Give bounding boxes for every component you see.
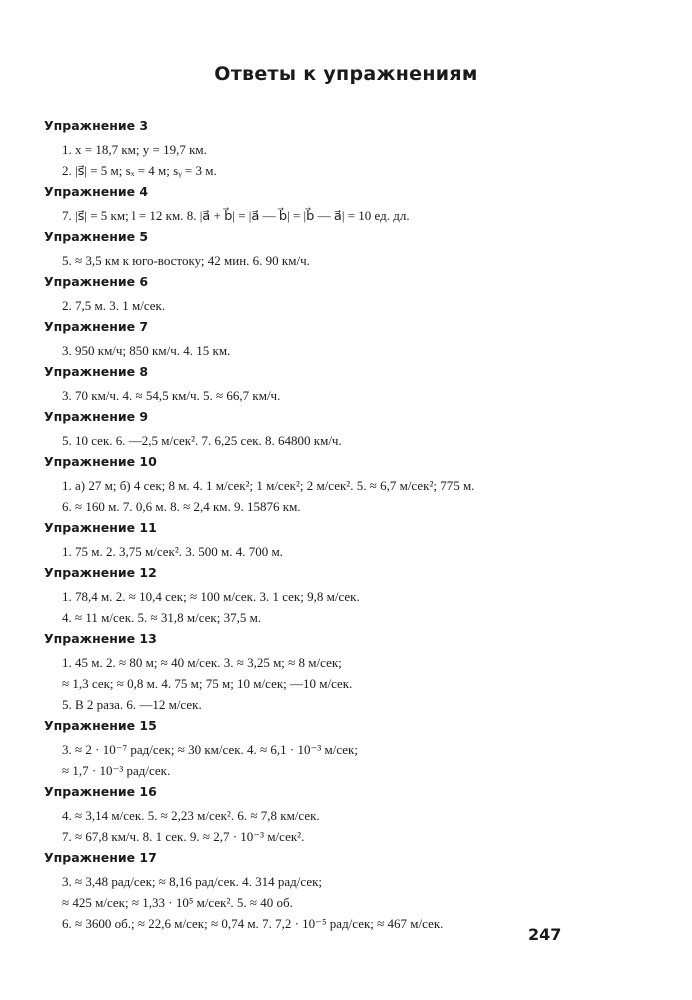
exercise-section [44,182,624,225]
exercise-answers [44,206,624,225]
exercise-section [44,227,624,270]
exercise-heading: Упражнение 9 [44,409,149,424]
answer-line: 6. ≈ 160 м. 7. 0,6 м. 8. ≈ 2,4 км. 9. 15876 км. [62,499,301,514]
answer-line: 5. В 2 раза. 6. —12 м/сек. [62,697,202,712]
exercise-answers [44,806,624,846]
exercise-heading: Упражнение 15 [44,718,157,733]
answer-line: 4. ≈ 3,14 м/сек. 5. ≈ 2,23 м/сек². 6. ≈ 7,8 км/сек. [62,808,320,823]
exercise-answers [44,341,624,360]
exercise-heading: Упражнение 16 [44,784,157,799]
answer-line: 3. 950 км/ч; 850 км/ч. 4. 15 км. [62,343,231,358]
exercise-section [44,317,624,360]
exercise-heading: Упражнение 10 [44,454,157,469]
exercise-heading: Упражнение 8 [44,364,149,379]
exercise-section [44,563,624,627]
exercise-heading: Упражнение 11 [44,520,157,535]
exercise-section [44,362,624,405]
exercise-section [44,782,624,846]
answer-line: ≈ 425 м/сек; ≈ 1,33 · 10⁵ м/сек². 5. ≈ 40 об. [62,895,293,910]
exercise-answers [44,386,624,405]
exercise-section [44,518,624,561]
exercise-answers [44,587,624,627]
exercise-section [44,272,624,315]
answer-line: 3. 70 км/ч. 4. ≈ 54,5 км/ч. 5. ≈ 66,7 км/ч. [62,388,281,403]
page-title: Ответы к упражнениям [214,63,478,85]
exercise-heading: Упражнение 6 [44,274,149,289]
exercise-section [44,452,624,516]
answer-line: 3. ≈ 3,48 рад/сек; ≈ 8,16 рад/сек. 4. 314 рад/сек; [62,874,323,889]
answer-line: 1. а) 27 м; б) 4 сек; 8 м. 4. 1 м/сек²; 1 м/сек²; 2 м/сек². 5. ≈ 6,7 м/сек²; 775 м. [62,478,475,493]
exercise-section [44,407,624,450]
answer-line: 1. 75 м. 2. 3,75 м/сек². 3. 500 м. 4. 700 м. [62,544,283,559]
answer-line: 6. ≈ 3600 об.; ≈ 22,6 м/сек; ≈ 0,74 м. 7. 7,2 · 10⁻⁵ рад/сек; ≈ 467 м/сек. [62,916,444,931]
exercise-heading: Упражнение 5 [44,229,149,244]
answer-line: ≈ 1,3 сек; ≈ 0,8 м. 4. 75 м; 75 м; 10 м/сек; —10 м/сек. [62,676,353,691]
exercise-answers [44,653,624,714]
exercise-heading: Упражнение 17 [44,850,157,865]
answers-list [44,114,624,933]
answer-line: 1. 78,4 м. 2. ≈ 10,4 сек; ≈ 100 м/сек. 3. 1 сек; 9,8 м/сек. [62,589,360,604]
answer-line: 5. ≈ 3,5 км к юго-востоку; 42 мин. 6. 90 км/ч. [62,253,310,268]
answer-line: 5. 10 сек. 6. —2,5 м/сек². 7. 6,25 сек. 8. 64800 км/ч. [62,433,342,448]
exercise-answers [44,740,624,780]
exercise-heading: Упражнение 3 [44,118,149,133]
answer-line: 7. |s⃗| = 5 км; l = 12 км. 8. |a⃗ + b⃗| = |a⃗ — b⃗| = |b⃗ — a⃗| = 10 ед. дл. [62,208,410,223]
answer-line: 1. x = 18,7 км; y = 19,7 км. [62,142,207,157]
exercise-answers [44,431,624,450]
exercise-section [44,848,624,933]
exercise-heading: Упражнение 4 [44,184,149,199]
exercise-heading: Упражнение 12 [44,565,157,580]
exercise-answers [44,296,624,315]
answer-line: ≈ 1,7 · 10⁻³ рад/сек. [62,763,171,778]
exercise-answers [44,476,624,516]
exercise-answers [44,251,624,270]
exercise-answers [44,140,624,180]
page-number: 247 [528,925,562,944]
exercise-section [44,716,624,780]
answer-line: 3. ≈ 2 · 10⁻⁷ рад/сек; ≈ 30 км/сек. 4. ≈ 6,1 · 10⁻³ м/сек; [62,742,358,757]
exercise-answers [44,542,624,561]
answer-line: 1. 45 м. 2. ≈ 80 м; ≈ 40 м/сек. 3. ≈ 3,25 м; ≈ 8 м/сек; [62,655,342,670]
exercise-section [44,116,624,180]
answer-line: 2. |s⃗| = 5 м; sₓ = 4 м; sᵧ = 3 м. [62,163,217,178]
answer-line: 4. ≈ 11 м/сек. 5. ≈ 31,8 м/сек; 37,5 м. [62,610,262,625]
exercise-heading: Упражнение 7 [44,319,149,334]
exercise-section [44,629,624,714]
exercise-heading: Упражнение 13 [44,631,157,646]
answer-line: 7. ≈ 67,8 км/ч. 8. 1 сек. 9. ≈ 2,7 · 10⁻³ м/сек². [62,829,305,844]
exercise-answers [44,872,624,933]
answer-line: 2. 7,5 м. 3. 1 м/сек. [62,298,166,313]
